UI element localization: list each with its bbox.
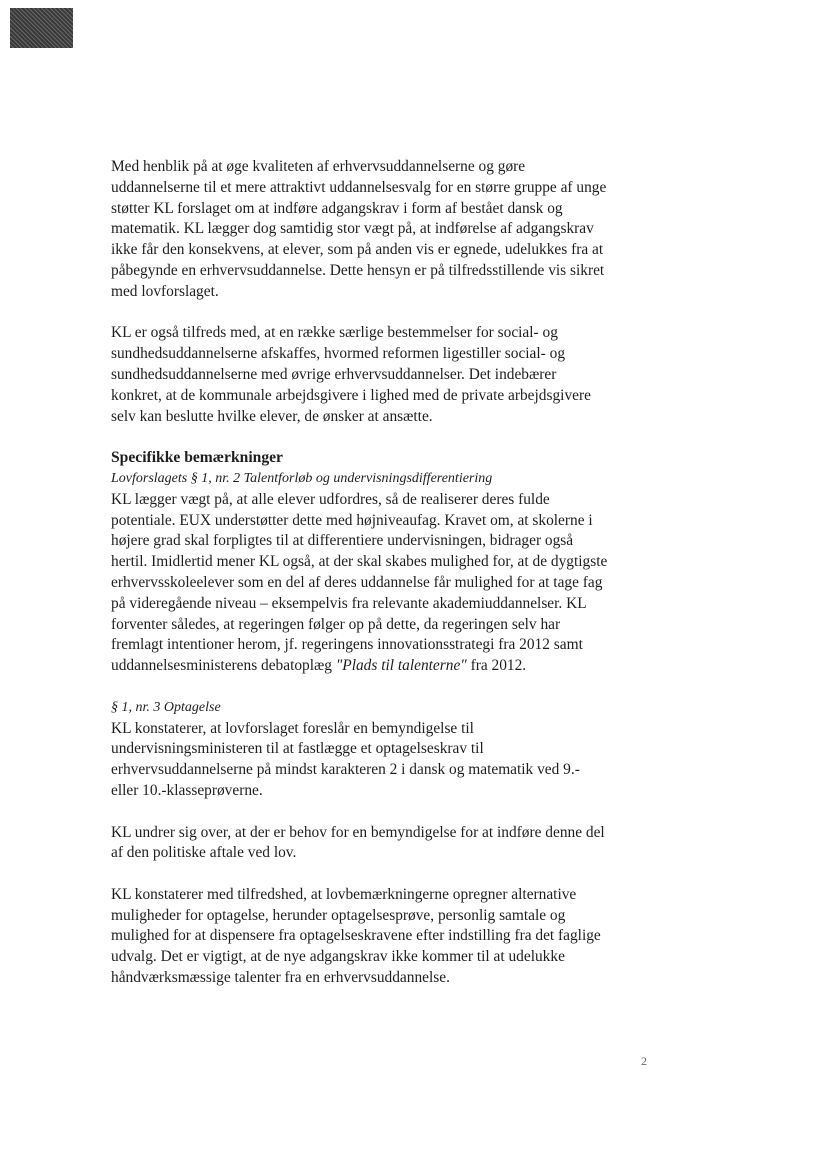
paragraph-intro: Med henblik på at øge kvaliteten af erhvervsuddannelserne og gøre uddannelserne til et mere attraktivt uddannelsesvalg for en større gruppe af unge støtter KL forslaget om at indføre adgangskrav i form af bestået dansk og matematik. KL lægger dog samtidig stor vægt på, at indførelse af adgangskrav ikke får den konsekvens, at elever, som på anden vis er egnede, udelukkes fra at påbegynde en erhvervsuddannelse. Dette hensyn er på tilfredsstillende vis sikret med lovforslaget. [111,158,607,300]
talent-quote-title: "Plads til talenterne" [335,657,467,675]
talent-text-1: KL lægger vægt på, at alle elever udfordres, så de realiserer deres fulde potentiale. EUX understøtter dette med højniveaufag. Kravet om, at skolerne i højere grad skal forpligtes til at differentiere undervisningen, bidrager også hertil. Imidlertid mener KL også, at der skal skabes mulighed for, at de dygtigste erhvervsskoleelever som en del af deres uddannelse får mulighed for at tage fag på videregående niveau – eksempelvis fra relevante akademiuddannelser. KL forventer således, at regeringen følger op på dette, da regeringen selv har fremlagt intentioner herom, jf. regeringens innovationsstrategi fra 2012 samt uddannelsesministerens debatoplæg [111,490,608,675]
section-heading: Specifikke bemærkninger [111,449,283,467]
paragraph-talent [111,490,611,677]
document-body [111,157,611,1010]
page-number: 2 [641,1054,647,1068]
subheading-talent: Lovforslagets § 1, nr. 2 Talentforløb og undervisningsdifferentiering [111,470,493,486]
paragraph-optagelse-3: KL konstaterer med tilfredshed, at lovbemærkningerne opregner alternative muligheder for optagelse, herunder optagelsesprøve, personlig samtale og mulighed for at dispensere fra optagelseskravene efter indstilling fra det faglige udvalg. Det er vigtigt, at de nye adgangskrav ikke kommer til at udelukke håndværksmæssige talenter fra en erhvervsuddannelse. [111,885,601,987]
paragraph-optagelse-2: KL undrer sig over, at der er behov for en bemyndigelse for at indføre denne del af den politiske aftale ved lov. [111,823,605,862]
talent-text-2: fra 2012. [466,657,527,675]
scan-mark-icon [10,8,73,48]
subheading-optagelse: § 1, nr. 3 Optagelse [111,699,221,715]
paragraph-optagelse-1: KL konstaterer, at lovforslaget foreslår en bemyndigelse til undervisningsministeren til at fastlægge et optagelseskrav til erhvervsuddannelserne på mindst karakteren 2 i dansk og matematik ved 9.- eller 10.-klasseprøverne. [111,719,580,799]
paragraph-social: KL er også tilfreds med, at en række særlige bestemmelser for social- og sundhedsuddannelserne afskaffes, hvormed reformen ligestiller social- og sundhedsuddannelserne med øvrige erhvervsuddannelser. Det indebærer konkret, at de kommunale arbejdsgivere i lighed med de private arbejdsgivere selv kan beslutte hvilke elever, de ønsker at ansætte. [111,324,591,425]
